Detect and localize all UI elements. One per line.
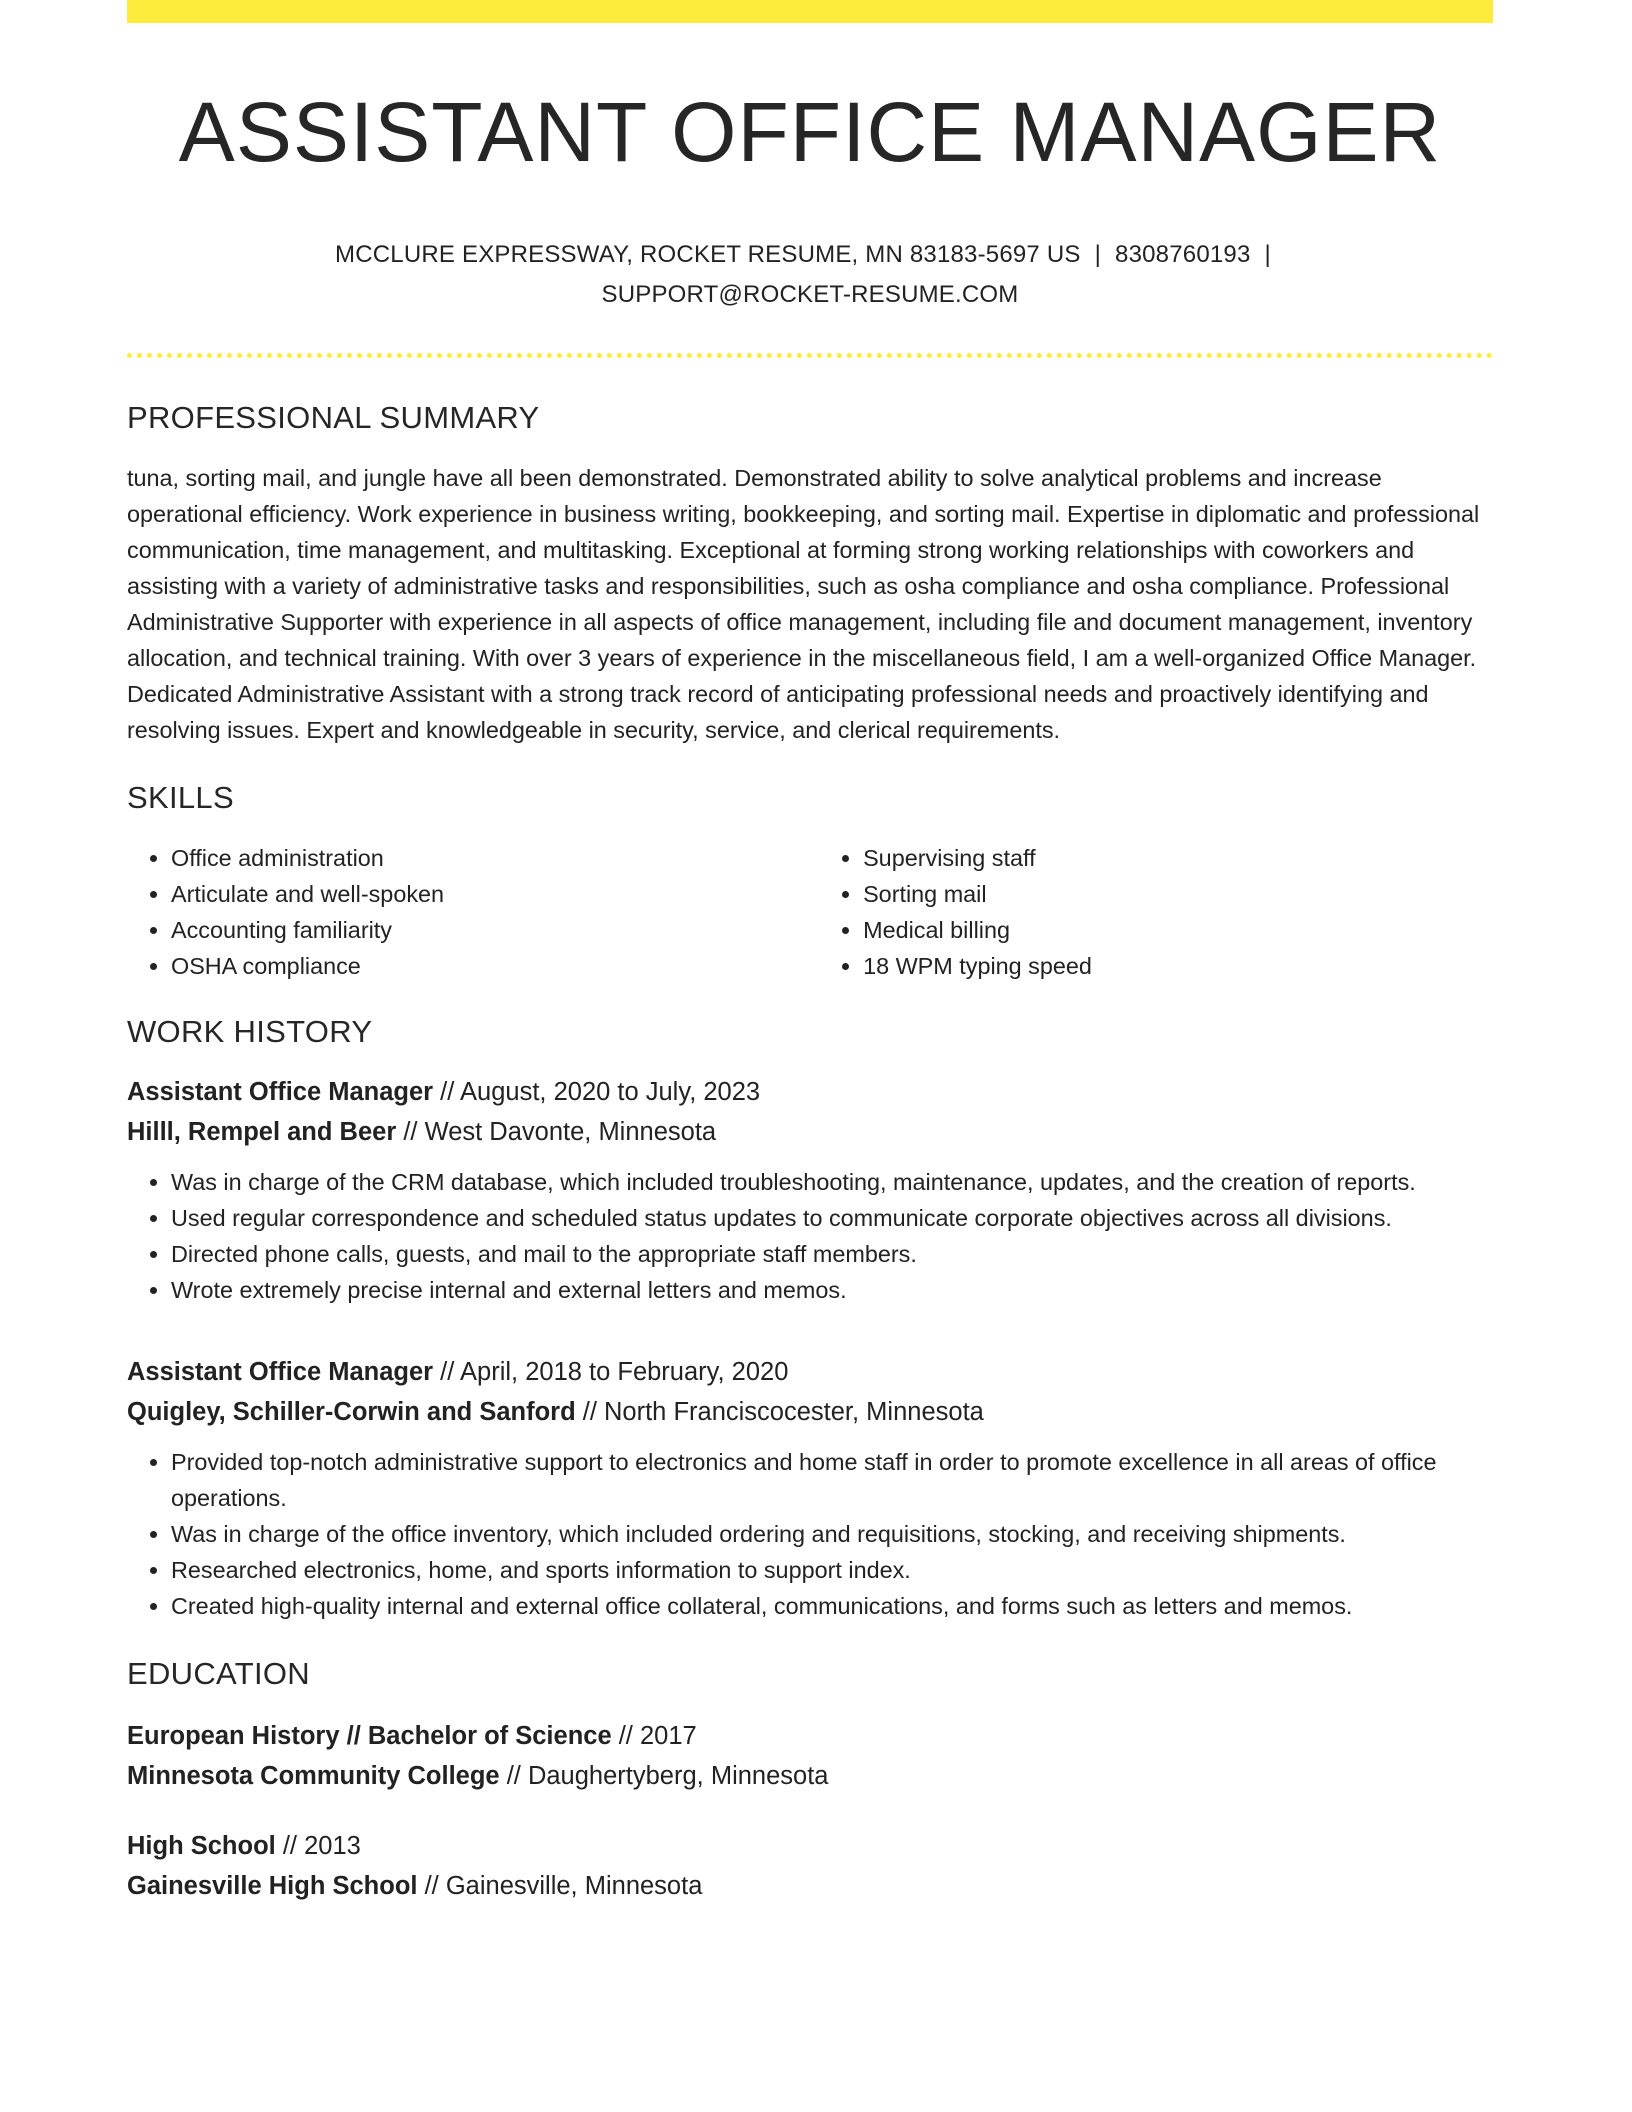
education-entry — [127, 1826, 1493, 1906]
skill-item: • Articulate and well-spoken — [171, 876, 791, 912]
job-title-line — [127, 1072, 1493, 1112]
job-bullet: • Wrote extremely precise internal and external letters and memos. — [171, 1272, 1493, 1308]
contact-phone: 8308760193 — [1115, 241, 1251, 268]
top-accent-bar — [127, 0, 1493, 23]
education-school: Minnesota Community College — [127, 1762, 500, 1790]
job-location: // West Davonte, Minnesota — [396, 1118, 717, 1146]
education-year: // 2017 — [611, 1722, 697, 1750]
job-bullets — [127, 1164, 1493, 1308]
job-bullets — [127, 1444, 1493, 1624]
job-bullet: • Provided top-notch administrative support to electronics and home staff in order to promote excellence in all areas of office operations. — [171, 1444, 1493, 1516]
job-bullet: • Directed phone calls, guests, and mail to the appropriate staff members. — [171, 1236, 1493, 1272]
job-entry — [127, 1072, 1493, 1308]
header-divider — [127, 353, 1493, 358]
education-location: // Daughertyberg, Minnesota — [499, 1762, 829, 1790]
education-degree: High School — [127, 1832, 276, 1860]
contact-separator: | — [1264, 241, 1271, 268]
skill-item: • OSHA compliance — [171, 948, 791, 984]
contact-line-1 — [127, 235, 1493, 275]
education-degree-line — [127, 1716, 1493, 1756]
skill-item: • Supervising staff — [863, 840, 1493, 876]
job-bullet: • Was in charge of the office inventory, which included ordering and requisitions, stocking, and receiving shipments. — [171, 1516, 1493, 1552]
education-location: // Gainesville, Minnesota — [417, 1872, 703, 1900]
job-bullet: • Used regular correspondence and scheduled status updates to communicate corporate objectives across all divisions. — [171, 1200, 1493, 1236]
skills-column-right — [819, 840, 1493, 984]
education-school-line — [127, 1866, 1493, 1906]
section-title-skills: SKILLS — [127, 780, 234, 815]
education-entry — [127, 1716, 1493, 1796]
contact-address: MCCLURE EXPRESSWAY, ROCKET RESUME, MN 83183-5697 US — [335, 241, 1081, 268]
contact-line-2 — [127, 275, 1493, 315]
job-title-line — [127, 1352, 1493, 1392]
education-school: Gainesville High School — [127, 1872, 418, 1900]
job-role: Assistant Office Manager — [127, 1078, 434, 1106]
job-dates: // August, 2020 to July, 2023 — [433, 1078, 761, 1106]
skill-item: • Office administration — [171, 840, 791, 876]
skills-list — [127, 840, 1493, 984]
skills-column-left — [127, 840, 791, 984]
education-year: // 2013 — [275, 1832, 361, 1860]
education-degree: European History // Bachelor of Science — [127, 1722, 612, 1750]
skill-item: • 18 WPM typing speed — [863, 948, 1493, 984]
job-bullet: • Created high-quality internal and external office collateral, communications, and forms such as letters and memos. — [171, 1588, 1493, 1624]
contact-info — [127, 235, 1493, 315]
section-title-summary: PROFESSIONAL SUMMARY — [127, 400, 540, 435]
education-degree-line — [127, 1826, 1493, 1866]
job-location: // North Franciscocester, Minnesota — [575, 1398, 984, 1426]
job-entry — [127, 1352, 1493, 1624]
contact-email: SUPPORT@ROCKET-RESUME.COM — [601, 281, 1019, 308]
section-title-education: EDUCATION — [127, 1656, 310, 1691]
resume-name: ASSISTANT OFFICE MANAGER — [178, 85, 1442, 179]
job-company: Hilll, Rempel and Beer — [127, 1118, 397, 1146]
job-company-line — [127, 1392, 1493, 1432]
summary-text: tuna, sorting mail, and jungle have all been demonstrated. Demonstrated ability to solve analytical problems and increase operational efficiency. Work experience in business writing, bookkeeping, and sorting mail. Expertise in diplomatic and professional communication, time management, and multitasking. Exceptional at forming strong working relationships with coworkers and assisting with a variety of administrative tasks and responsibilities, such as osha compliance and osha compliance. Professional Administrative Supporter with experience in all aspects of office management, including file and document management, inventory allocation, and technical training. With over 3 years of experience in the miscellaneous field, I am a well-organized Office Manager. Dedicated Administrative Assistant with a strong track record of anticipating professional needs and proactively identifying and resolving issues. Expert and knowledgeable in security, service, and clerical requirements. — [127, 465, 1480, 743]
skill-item: • Sorting mail — [863, 876, 1493, 912]
resume-page — [127, 0, 1493, 1906]
job-bullet: • Was in charge of the CRM database, which included troubleshooting, maintenance, updates, and the creation of reports. — [171, 1164, 1493, 1200]
skill-item: • Accounting familiarity — [171, 912, 791, 948]
job-dates: // April, 2018 to February, 2020 — [433, 1358, 789, 1386]
skill-item: • Medical billing — [863, 912, 1493, 948]
job-bullet: • Researched electronics, home, and sports information to support index. — [171, 1552, 1493, 1588]
contact-separator: | — [1094, 241, 1102, 268]
job-company: Quigley, Schiller-Corwin and Sanford — [127, 1398, 576, 1426]
education-school-line — [127, 1756, 1493, 1796]
section-title-work-history: WORK HISTORY — [127, 1014, 373, 1049]
job-company-line — [127, 1112, 1493, 1152]
job-role: Assistant Office Manager — [127, 1358, 434, 1386]
